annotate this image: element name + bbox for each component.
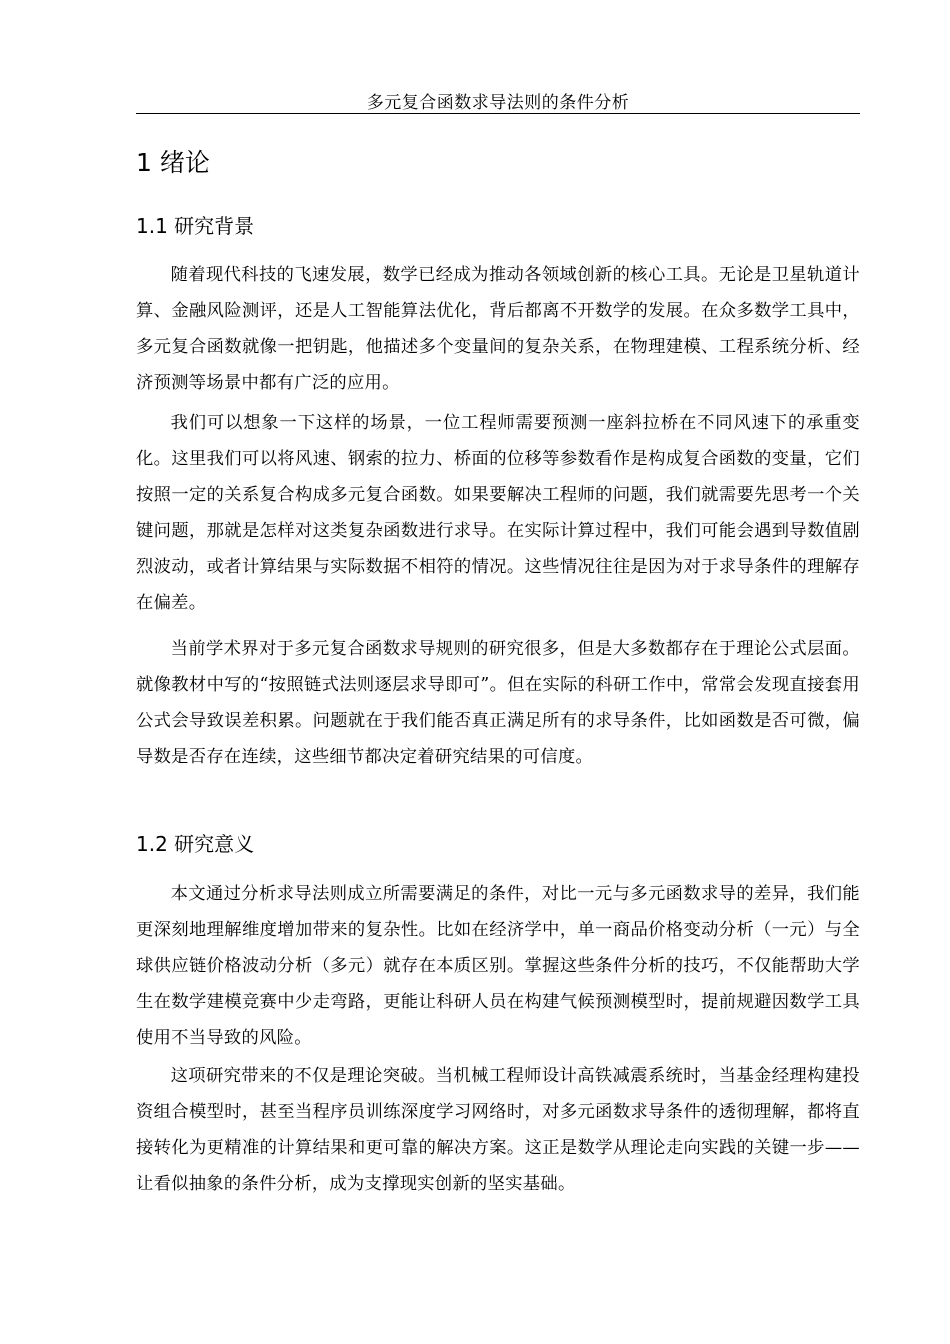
paragraph: 当前学术界对于多元复合函数求导规则的研究很多，但是大多数都存在于理论公式层面。就像教材中写的“按照链式法则逐层求导即可”。但在实际的科研工作中，常常会发现直接套用公式会导致误差积累。问题就在于我们能否真正满足所有的求导条件，比如函数是否可微，偏导数是否存在连续，这些细节都决定着研究结果的可信度。 <box>136 639 860 767</box>
paragraph: 这项研究带来的不仅是理论突破。当机械工程师设计高铁减震系统时，当基金经理构建投资组合模型时，甚至当程序员训练深度学习网络时，对多元函数求导条件的透彻理解，都将直接转化为更精准的计算结果和更可靠的解决方案。这正是数学从理论走向实践的关键一步——让看似抽象的条件分析，成为支撑现实创新的坚实基础。 <box>136 1066 860 1194</box>
section-title-significance: 1.2 研究意义 <box>136 832 255 856</box>
paragraph: 随着现代科技的飞速发展，数学已经成为推动各领域创新的核心工具。无论是卫星轨道计算、金融风险测评，还是人工智能算法优化，背后都离不开数学的发展。在众多数学工具中，多元复合函数就像一把钥匙，他描述多个变量间的复杂关系，在物理建模、工程系统分析、经济预测等场景中都有广泛的应用。 <box>136 265 860 393</box>
section-title-background: 1.1 研究背景 <box>136 214 255 238</box>
paragraph: 我们可以想象一下这样的场景，一位工程师需要预测一座斜拉桥在不同风速下的承重变化。这里我们可以将风速、钢索的拉力、桥面的位移等参数看作是构成复合函数的变量，它们按照一定的关系复合构成多元复合函数。如果要解决工程师的问题，我们就需要先思考一个关键问题，那就是怎样对这类复杂函数进行求导。在实际计算过程中，我们可能会遇到导数值剧烈波动，或者计算结果与实际数据不相符的情况。这些情况往往是因为对于求导条件的理解存在偏差。 <box>136 413 860 613</box>
running-header: 多元复合函数求导法则的条件分析 <box>366 93 630 113</box>
paragraph: 本文通过分析求导法则成立所需要满足的条件，对比一元与多元函数求导的差异，我们能更深刻地理解维度增加带来的复杂性。比如在经济学中，单一商品价格变动分析（一元）与全球供应链价格波动分析（多元）就存在本质区别。掌握这些条件分析的技巧，不仅能帮助大学生在数学建模竞赛中少走弯路，更能让科研人员在构建气候预测模型时，提前规避因数学工具使用不当导致的风险。 <box>136 884 860 1048</box>
chapter-title: 1 绪论 <box>136 148 210 177</box>
header-rule <box>136 113 860 114</box>
